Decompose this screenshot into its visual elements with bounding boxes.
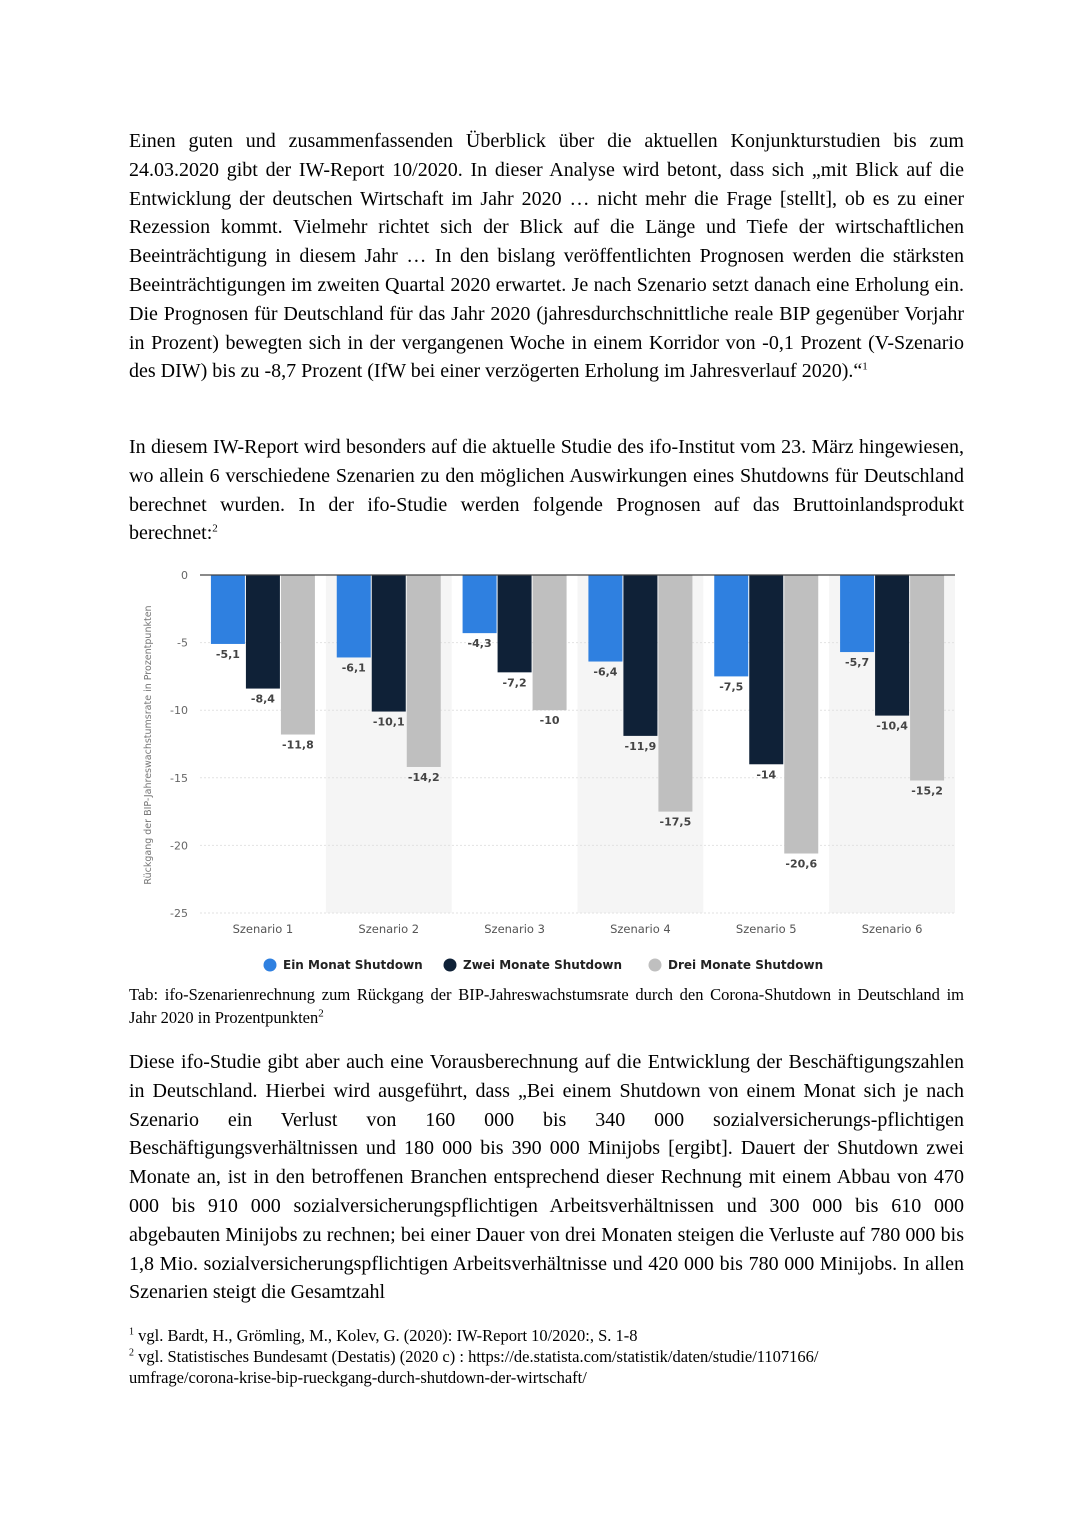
x-tick-label: Szenario 6 [861,922,923,936]
bar [533,575,567,710]
bar [246,575,280,689]
data-label: -5,1 [215,647,240,661]
legend-label: Drei Monate Shutdown [668,958,824,972]
chart-caption [129,983,964,1029]
chart-caption-text: Tab: ifo-Szenarienrechnung zum Rückgang der BIP-Jahreswachstumsrate durch den Corona-Shutdown in Deutschland im Jahr 2020 in Prozentpunkten [129,985,964,1027]
footnote-2-continued[interactable]: umfrage/corona-krise-bip-rueckgang-durch-shutdown-der-wirtschaft/ [129,1368,587,1387]
bar [749,575,783,764]
legend-marker [264,959,277,972]
data-label: -11,8 [282,738,314,752]
y-axis-label: Rückgang der BIP-Jahreswachstumsrate in Prozentpunkten [143,605,154,885]
paragraph-3: Diese ifo-Studie gibt aber auch eine Vorausberechnung auf die Entwicklung der Beschäftigungszahlen in Deutschland. Hierbei wird ausgeführt, dass „Bei einem Shutdown von einem Monat sich je nach Szenario ein Verlust von 160 000 bis 340 000 sozialversicherungs-pflichtigen Beschäftigungsverhältnissen und 180 000 bis 390 000 Minijobs [ergibt]. Dauert der Shutdown zwei Monate an, ist in den betroffenen Branchen entsprechend dieser Rechnung mit einem Abbau von 470 000 bis 910 000 sozialversicherungspflichtigen Arbeitsverhältnissen und 300 000 bis 610 000 abgebauten Minijobs zu rechnen; bei einer Dauer von drei Monaten steigen die Verluste auf 780 000 bis 1,8 Mio. sozialversicherungspflichtigen Arbeitsverhältnisse und 420 000 bis 780 000 Minijobs. In allen Szenarien steigt die Gesamtzahl [129,1051,964,1304]
y-tick-label: -15 [170,771,188,785]
footnote-2-text[interactable]: vgl. Statistisches Bundesamt (Destatis) (2020 c) : https://de.statista.com/statistik/daten/studie/1107166/ [138,1347,819,1366]
data-label: -20,6 [785,857,818,871]
data-label: -11,9 [624,739,657,753]
data-label: -5,7 [845,656,870,670]
x-tick-label: Szenario 2 [358,922,420,936]
bar-chart-svg [120,560,980,980]
footnote-2-number: 2 [129,1347,134,1359]
footnote-ref-2[interactable]: 2 [212,522,218,535]
data-label: -7,2 [502,676,527,690]
footnotes [129,1325,964,1388]
data-label: -10,1 [372,715,405,729]
x-tick-label: Szenario 1 [232,922,294,936]
bar [784,575,818,854]
y-tick-label: 0 [181,569,188,582]
data-label: -8,4 [250,692,275,706]
bar [407,575,441,767]
data-label: -14 [756,768,777,782]
data-label: -10 [539,714,560,728]
bar [337,575,371,657]
y-tick-label: -10 [170,704,188,718]
footnote-2 [129,1346,964,1367]
data-label: -6,4 [593,665,618,679]
data-label: -4,3 [467,637,492,651]
legend-label: Ein Monat Shutdown [283,958,423,972]
paragraph-2-text: In diesem IW-Report wird besonders auf die aktuelle Studie des ifo-Institut vom 23. März hingewiesen, wo allein 6 verschiedene Szenarien zu den möglichen Auswirkungen eines Shutdowns für Deutschland berechnet wurden. In der ifo-Studie werden folgende Prognosen auf das Bruttoinlandsprodukt berechnet: [129,436,964,545]
bar [840,575,874,652]
caption-footnote-ref[interactable]: 2 [318,1007,324,1020]
data-label: -14,2 [407,770,440,784]
x-tick-label: Szenario 4 [610,922,671,936]
y-tick-label: -25 [170,907,188,920]
footnote-1-text: vgl. Bardt, H., Grömling, M., Kolev, G. (2020): IW-Report 10/2020:, S. 1-8 [138,1326,638,1345]
bar [714,575,748,676]
bar [588,575,622,662]
bar [875,575,909,716]
data-label: -17,5 [659,815,692,829]
bar [372,575,406,712]
legend-marker [649,959,662,972]
data-label: -15,2 [911,784,943,798]
bar [623,575,657,736]
bar [281,575,315,735]
data-label: -10,4 [876,719,908,733]
data-label: -7,5 [719,680,744,694]
x-tick-label: Szenario 5 [735,922,797,936]
legend-marker [444,959,457,972]
data-label: -6,1 [341,661,366,675]
bar-chart [120,560,980,980]
paragraph-2 [129,433,964,548]
bar [498,575,532,672]
legend-label: Zwei Monate Shutdown [463,958,623,972]
bar [910,575,944,781]
paragraph-1-text: Einen guten und zusammenfassenden Überblick über die aktuellen Konjunkturstudien bis zum 24.03.2020 gibt der IW-Report 10/2020. In dieser Analyse wird betont, dass sich „mit Blick auf die Entwicklung der deutschen Wirtschaft im Jahr 2020 … nicht mehr die Frage [stellt], ob es zu einer Rezession kommt. Vielmehr richtet sich der Blick auf die Länge und Tiefe der wirtschaftlichen Beeinträchtigung in diesem Jahr … In den bislang veröffentlichten Prognosen werden die stärksten Beeinträchtigungen im zweiten Quartal 2020 erwartet. Je nach Szenario setzt danach eine Erholung ein. Die Prognosen für Deutschland für das Jahr 2020 (jahresdurchschnittliche reale BIP gegenüber Vorjahr in Prozent) bewegten sich in der vergangenen Woche in einem Korridor von -0,1 Prozent (V-Szenario des DIW) bis zu -8,7 Prozent (IfW bei einer verzögerten Erholung im Jahresverlauf 2020).“ [129,130,964,383]
bar [463,575,497,633]
y-tick-label: -5 [177,636,188,650]
bar [658,575,692,812]
x-tick-label: Szenario 3 [484,922,545,936]
footnote-1 [129,1325,964,1346]
y-tick-label: -20 [170,839,188,853]
footnote-1-number: 1 [129,1326,134,1338]
footnote-ref-1[interactable]: 1 [862,360,868,373]
paragraph-1 [129,127,964,386]
bar [211,575,245,644]
